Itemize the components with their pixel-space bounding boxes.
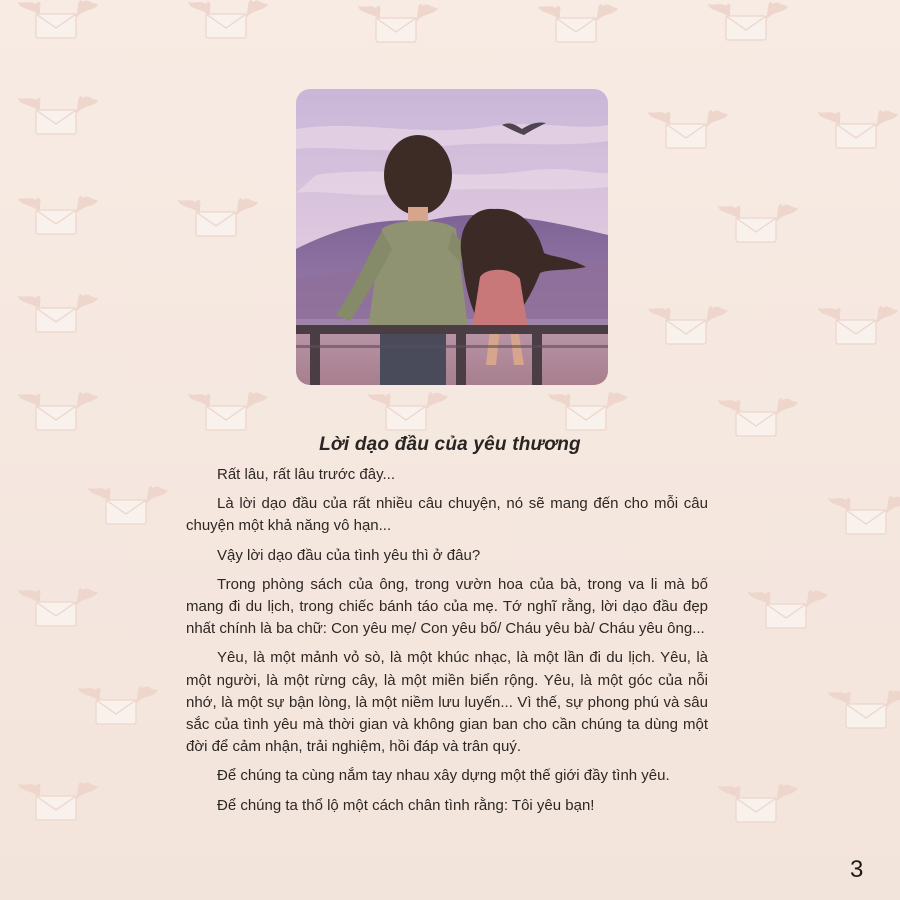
paragraph: Để chúng ta cùng nắm tay nhau xây dựng một thế giới đầy tình yêu. xyxy=(217,767,670,785)
paragraph: Là lời dạo đầu của rất nhiều câu chuyện, nó sẽ mang đến cho mỗi câu chuyện một khả năng vô hạn... xyxy=(186,495,708,535)
page-title: Lời dạo đầu của yêu thương xyxy=(319,434,581,455)
paragraph: Yêu, là một mảnh vỏ sò, là một khúc nhạc, là một lần đi du lịch. Yêu, là một người, là một rừng cây, là một miền biển rộng. Yêu, là một góc của nỗi nhớ, là một sự bận lòng, là một niềm lưu luyến... Vì thế, sự phong phú và sâu sắc của tình yêu mà thời gian và không gian ban cho cần chúng ta dùng một đời để cảm nhận, trải nghiệm, hồi đáp và trân quý. xyxy=(186,649,708,756)
page-number: 3 xyxy=(850,856,864,883)
body-text xyxy=(186,464,708,824)
cover-illustration xyxy=(296,89,608,385)
boy-and-girl-at-railing-illustration xyxy=(296,89,608,385)
paragraph: Để chúng ta thổ lộ một cách chân tình rằng: Tôi yêu bạn! xyxy=(217,796,595,814)
paragraph: Rất lâu, rất lâu trước đây... xyxy=(217,466,396,483)
paragraph: Vậy lời dạo đầu của tình yêu thì ở đâu? xyxy=(217,546,481,564)
paragraph: Trong phòng sách của ông, trong vườn hoa của bà, trong va li mà bố mang đi du lịch, trong chiếc bánh táo của mẹ. Tớ nghĩ rằng, lời dạo đầu đẹp nhất chính là ba chữ: Con yêu mẹ/ Con yêu bố/ Cháu yêu bà/ Cháu yêu ông... xyxy=(186,575,708,638)
